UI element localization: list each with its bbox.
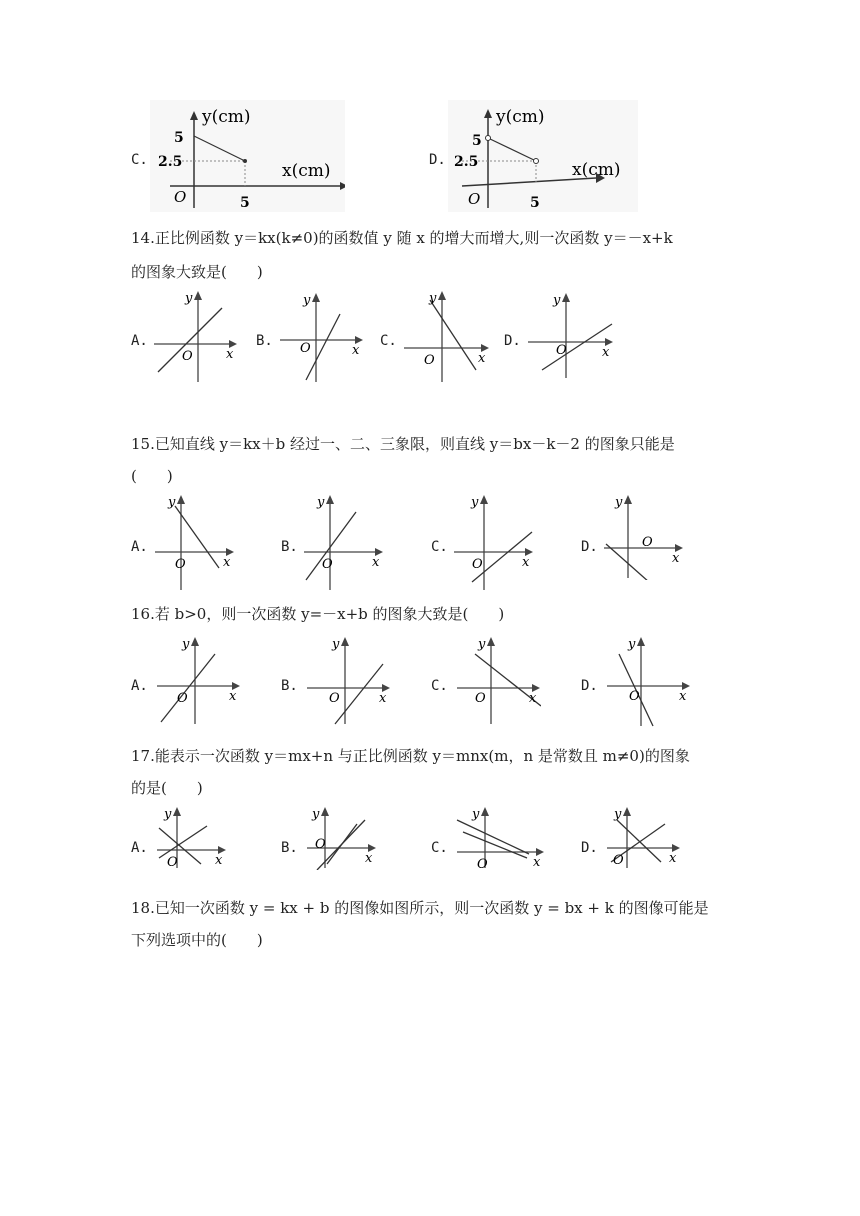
origin-label: O xyxy=(175,557,186,572)
q14-graph-c xyxy=(402,290,490,384)
graph-line-1 xyxy=(335,664,383,724)
q13-d-x-tick-5: 5 xyxy=(530,195,540,211)
q17-option-c-label[interactable]: C. xyxy=(431,840,448,856)
q18-line1: 18.已知一次函数 y = kx + b 的图像如图所示，则一次函数 y = bx + k 的图像可能是 xyxy=(131,899,709,917)
y-axis-label: y xyxy=(429,291,437,306)
y-axis-label: y xyxy=(303,293,311,308)
q17-graph-d xyxy=(605,806,681,870)
q17-graph-c xyxy=(455,806,545,870)
graph-line-1 xyxy=(159,826,207,858)
q15-line1: 15.已知直线 y＝kx＋b 经过一、二、三象限，则直线 y＝bx－k－2 的图象只能是 xyxy=(131,435,675,453)
graph-line-2 xyxy=(327,824,357,864)
y-axis-label: y xyxy=(628,637,636,652)
q14-option-a-label[interactable]: A. xyxy=(131,333,148,349)
origin-label: O xyxy=(475,691,486,706)
y-axis-arrow xyxy=(481,807,489,816)
q15-graph-b xyxy=(302,494,384,592)
q16-option-a-label[interactable]: A. xyxy=(131,678,148,694)
q13-c-origin: O xyxy=(174,188,187,206)
q15-graph-a xyxy=(153,494,235,592)
q15-option-b-label[interactable]: B. xyxy=(281,539,298,555)
origin-label: O xyxy=(556,343,567,358)
y-axis-arrow xyxy=(624,495,632,504)
y-axis-arrow xyxy=(438,291,446,300)
y-axis-label: y xyxy=(312,807,320,822)
origin-label: O xyxy=(167,855,178,870)
y-axis-label: y xyxy=(317,495,325,510)
q18-line2: 下列选项中的( ) xyxy=(131,931,263,949)
x-axis-label: x xyxy=(522,555,530,570)
q15-option-d-label[interactable]: D. xyxy=(581,539,598,555)
q13-c-tick-5: 5 xyxy=(174,130,184,146)
graph-line-2 xyxy=(463,832,527,858)
q13-d-x-label: x(cm) xyxy=(572,160,621,180)
y-axis-label: y xyxy=(182,637,190,652)
x-axis-label: x xyxy=(226,347,234,362)
y-axis-label: y xyxy=(332,637,340,652)
q14-line2: 的图象大致是( ) xyxy=(131,263,263,281)
y-axis-label: y xyxy=(614,807,622,822)
q13-graph-c xyxy=(150,100,345,212)
x-axis-label: x xyxy=(478,351,486,366)
q16-line1: 16.若 b>0，则一次函数 y=－x+b 的图象大致是( ) xyxy=(131,605,505,623)
origin-label: O xyxy=(629,689,640,704)
q17-line2: 的是( ) xyxy=(131,779,203,797)
q15-option-a-label[interactable]: A. xyxy=(131,539,148,555)
q15-graph-c xyxy=(452,494,534,592)
y-axis-arrow xyxy=(177,495,185,504)
y-axis-arrow xyxy=(487,637,495,646)
graph-line-2 xyxy=(159,828,201,864)
y-axis-arrow xyxy=(623,807,631,816)
x-axis-label: x xyxy=(669,851,677,866)
graph-line-1 xyxy=(430,300,476,370)
q13-graph-d xyxy=(448,100,638,212)
y-axis-label: y xyxy=(472,807,480,822)
x-axis-label: x xyxy=(352,343,360,358)
origin-label: O xyxy=(315,837,326,852)
q16-graph-d xyxy=(605,636,691,728)
x-axis-label: x xyxy=(679,689,687,704)
q16-option-d-label[interactable]: D. xyxy=(581,678,598,694)
q15-graph-d xyxy=(602,494,684,580)
y-axis-label: y xyxy=(168,495,176,510)
origin-label: O xyxy=(424,353,435,368)
q13-d-y-label: y(cm) xyxy=(496,107,545,127)
origin-label: O xyxy=(177,691,188,706)
x-axis-label: x xyxy=(372,555,380,570)
q14-option-b-label[interactable]: B. xyxy=(256,333,273,349)
y-axis-arrow xyxy=(194,291,202,300)
origin-label: O xyxy=(613,853,624,868)
origin-label: O xyxy=(477,857,488,870)
x-axis-label: x xyxy=(379,691,387,706)
q16-graph-a xyxy=(155,636,241,726)
y-axis-label: y xyxy=(478,637,486,652)
y-axis-arrow xyxy=(480,495,488,504)
y-axis-label: y xyxy=(164,807,172,822)
origin-label: O xyxy=(300,341,311,356)
q16-option-c-label[interactable]: C. xyxy=(431,678,448,694)
y-axis-arrow xyxy=(191,637,199,646)
q14-line1: 14.正比例函数 y＝kx(k≠0)的函数值 y 随 x 的增大而增大,则一次函数 y＝－x+k xyxy=(131,229,673,247)
y-axis-arrow xyxy=(326,495,334,504)
q17-line1: 17.能表示一次函数 y＝mx+n 与正比例函数 y＝mnx(m，n 是常数且 m≠0)的图象 xyxy=(131,747,690,765)
q14-graph-a xyxy=(152,290,238,384)
q13-c-x-tick-5: 5 xyxy=(240,195,250,211)
y-axis-arrow xyxy=(173,807,181,816)
y-axis-arrow xyxy=(341,637,349,646)
y-axis-label: y xyxy=(471,495,479,510)
origin-label: O xyxy=(329,691,340,706)
q15-option-c-label[interactable]: C. xyxy=(431,539,448,555)
q16-graph-b xyxy=(305,636,391,726)
origin-label: O xyxy=(642,535,653,550)
q14-option-d-label[interactable]: D. xyxy=(504,333,521,349)
q17-graph-a xyxy=(155,806,227,870)
origin-label: O xyxy=(322,557,333,572)
q13-d-tick-5: 5 xyxy=(472,133,482,149)
x-axis-label: x xyxy=(672,551,680,566)
x-axis-label: x xyxy=(529,691,537,706)
y-axis-arrow xyxy=(312,293,320,302)
q13-d-origin: O xyxy=(468,190,481,208)
x-axis-label: x xyxy=(229,689,237,704)
y-axis-arrow xyxy=(637,637,645,646)
q14-graph-d xyxy=(526,292,614,380)
q14-graph-b xyxy=(278,292,364,384)
q13-option-c-label[interactable]: C. xyxy=(131,152,148,168)
q13-c-x-label: x(cm) xyxy=(282,161,331,181)
q16-option-b-label[interactable]: B. xyxy=(281,678,298,694)
q13-c-tick-2-5: 2.5 xyxy=(158,154,183,170)
y-axis-arrow xyxy=(321,807,329,816)
q17-graph-b xyxy=(305,806,377,870)
x-axis-label: x xyxy=(365,851,373,866)
q17-option-b-label[interactable]: B. xyxy=(281,840,298,856)
graph-line-1 xyxy=(161,654,215,722)
q17-option-a-label[interactable]: A. xyxy=(131,840,148,856)
q14-option-c-label[interactable]: C. xyxy=(380,333,397,349)
y-axis-label: y xyxy=(615,495,623,510)
q13-c-y-label: y(cm) xyxy=(202,107,251,127)
graph-line-1 xyxy=(457,820,529,854)
q15-line2: ( ) xyxy=(131,467,173,485)
x-axis-label: x xyxy=(215,853,223,868)
y-axis-arrow xyxy=(562,293,570,302)
x-axis-label: x xyxy=(602,345,610,360)
y-axis-label: y xyxy=(185,291,193,306)
origin-label: O xyxy=(472,557,483,572)
x-axis-label: x xyxy=(533,855,541,870)
q16-graph-c xyxy=(455,636,541,726)
graph-line-1 xyxy=(306,314,340,380)
origin-label: O xyxy=(182,349,193,364)
y-axis-label: y xyxy=(553,293,561,308)
q13-option-d-label[interactable]: D. xyxy=(429,152,446,168)
q13-d-tick-2-5: 2.5 xyxy=(454,154,479,170)
x-axis-label: x xyxy=(223,555,231,570)
q17-option-d-label[interactable]: D. xyxy=(581,840,598,856)
